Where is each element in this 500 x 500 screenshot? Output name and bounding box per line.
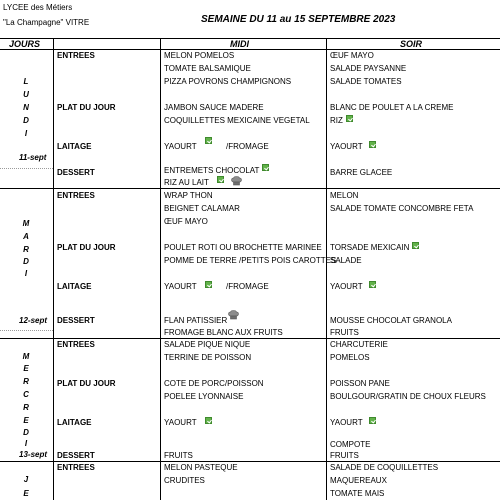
organic-leaf-icon — [262, 164, 269, 171]
category-label: PLAT DU JOUR — [57, 243, 116, 252]
category-label: LAITAGE — [57, 142, 92, 151]
menu-item: RIZ — [330, 116, 343, 125]
category-label: LAITAGE — [57, 282, 92, 291]
day-letter: R — [23, 403, 29, 412]
day-letter: I — [24, 129, 28, 138]
menu-item: SALADE TOMATES — [330, 77, 402, 86]
school-location: "La Champagne" VITRE — [3, 18, 90, 27]
menu-item: SALADE PIQUE NIQUE — [164, 340, 251, 349]
organic-leaf-icon — [205, 417, 212, 424]
menu-item: SALADE TOMATE CONCOMBRE FETA — [330, 204, 474, 213]
menu-item: POULET ROTI OU BROCHETTE MARINEE — [164, 243, 322, 252]
menu-item: FRUITS — [330, 328, 359, 337]
day-separator — [0, 461, 500, 462]
category-label: ENTREES — [57, 463, 95, 472]
menu-item: MELON POMELOS — [164, 51, 235, 60]
menu-item: BLANC DE POULET A LA CREME — [330, 103, 454, 112]
day-separator — [0, 188, 500, 189]
category-label: ENTREES — [57, 51, 95, 60]
category-label: DESSERT — [57, 451, 95, 460]
menu-item: ENTREMETS CHOCOLAT — [164, 166, 260, 175]
day-letter: I — [24, 269, 28, 278]
menu-item: MOUSSE CHOCOLAT GRANOLA — [330, 316, 452, 325]
menu-item: POISSON PANE — [330, 379, 390, 388]
menu-item: ŒUF MAYO — [330, 51, 374, 60]
menu-item: CRUDITES — [164, 476, 205, 485]
header-bottom-border — [0, 49, 500, 50]
category-label: DESSERT — [57, 316, 95, 325]
chef-hat-icon — [231, 176, 242, 186]
menu-item: COMPOTE — [330, 440, 371, 449]
menu-item: POELEE LYONNAISE — [164, 392, 244, 401]
menu-item: POMME DE TERRE /PETITS POIS CAROTTES — [164, 256, 337, 265]
menu-item: TOMATE BALSAMIQUE — [164, 64, 251, 73]
menu-item: SALADE — [330, 256, 362, 265]
category-label: DESSERT — [57, 168, 95, 177]
menu-item: YAOURT — [330, 418, 363, 427]
column-divider — [53, 38, 54, 500]
category-label: PLAT DU JOUR — [57, 379, 116, 388]
menu-item: ŒUF MAYO — [164, 217, 208, 226]
day-letter: N — [23, 103, 29, 112]
day-date: 11-sept — [19, 153, 47, 162]
week-title: SEMAINE DU 11 au 15 SEPTEMBRE 2023 — [201, 14, 396, 25]
day-date: 13-sept — [19, 450, 48, 459]
day-letter: C — [23, 390, 29, 399]
table-top-border — [0, 38, 500, 39]
day-letter: A — [23, 232, 29, 241]
menu-item: TORSADE MEXICAIN — [330, 243, 410, 252]
menu-item: MAQUEREAUX — [330, 476, 387, 485]
header-soir: SOIR — [400, 39, 423, 49]
chef-hat-icon — [228, 310, 239, 320]
menu-item: BOULGOUR/GRATIN DE CHOUX FLEURS — [330, 392, 486, 401]
day-date: 12-sept — [19, 316, 48, 325]
column-divider — [326, 38, 327, 500]
category-label: ENTREES — [57, 340, 95, 349]
menu-item: MELON PASTEQUE — [164, 463, 238, 472]
menu-item: YAOURT — [330, 142, 363, 151]
column-divider — [160, 38, 161, 500]
menu-item: CHARCUTERIE — [330, 340, 388, 349]
category-label: LAITAGE — [57, 418, 92, 427]
day-letter: M — [22, 352, 30, 361]
menu-item: SALADE PAYSANNE — [330, 64, 407, 73]
organic-leaf-icon — [217, 176, 224, 183]
menu-item: BEIGNET CALAMAR — [164, 204, 240, 213]
day-letter: M — [22, 219, 30, 228]
day-letter: U — [23, 90, 29, 99]
day-letter: J — [23, 475, 29, 484]
menu-item: /FROMAGE — [226, 282, 269, 291]
menu-item: FRUITS — [330, 451, 359, 460]
organic-leaf-icon — [369, 141, 376, 148]
menu-item: RIZ AU LAIT — [164, 178, 209, 187]
menu-item: YAOURT — [164, 418, 197, 427]
menu-item: FLAN PATISSIER — [164, 316, 228, 325]
menu-item: COTE DE PORC/POISSON — [164, 379, 264, 388]
day-separator — [0, 338, 500, 339]
day-letter: D — [23, 257, 29, 266]
dotted-guide — [0, 168, 53, 169]
menu-item: YAOURT — [330, 282, 363, 291]
category-label: PLAT DU JOUR — [57, 103, 116, 112]
header-jours: JOURS — [9, 39, 41, 49]
menu-item: YAOURT — [164, 142, 197, 151]
menu-item: COQUILLETTES MEXICAINE VEGETAL — [164, 116, 310, 125]
organic-leaf-icon — [205, 281, 212, 288]
menu-item: WRAP THON — [164, 191, 213, 200]
menu-item: MELON — [330, 191, 359, 200]
day-letter: I — [24, 439, 28, 448]
day-letter: L — [23, 77, 29, 86]
menu-item: FROMAGE BLANC AUX FRUITS — [164, 328, 283, 337]
menu-item: /FROMAGE — [226, 142, 269, 151]
day-letter: D — [23, 116, 29, 125]
menu-item: BARRE GLACEE — [330, 168, 393, 177]
day-letter: E — [23, 489, 29, 498]
category-label: ENTREES — [57, 191, 95, 200]
day-letter: R — [23, 377, 29, 386]
dotted-guide — [0, 330, 53, 331]
menu-item: TOMATE MAIS — [330, 489, 385, 498]
day-letter: R — [23, 245, 29, 254]
menu-item: PIZZA POVRONS CHAMPIGNONS — [164, 77, 292, 86]
organic-leaf-icon — [369, 281, 376, 288]
day-letter: D — [23, 428, 29, 437]
menu-item: POMELOS — [330, 353, 370, 362]
organic-leaf-icon — [369, 417, 376, 424]
organic-leaf-icon — [346, 115, 353, 122]
menu-item: SALADE DE COQUILLETTES — [330, 463, 439, 472]
menu-item: TERRINE DE POISSON — [164, 353, 252, 362]
day-letter: E — [23, 364, 29, 373]
menu-item: YAOURT — [164, 282, 197, 291]
organic-leaf-icon — [205, 137, 212, 144]
menu-item: JAMBON SAUCE MADERE — [164, 103, 264, 112]
day-letter: E — [23, 416, 29, 425]
organic-leaf-icon — [412, 242, 419, 249]
header-midi: MIDI — [230, 39, 249, 49]
school-name: LYCEE des Métiers — [3, 3, 73, 12]
menu-item: FRUITS — [164, 451, 193, 460]
